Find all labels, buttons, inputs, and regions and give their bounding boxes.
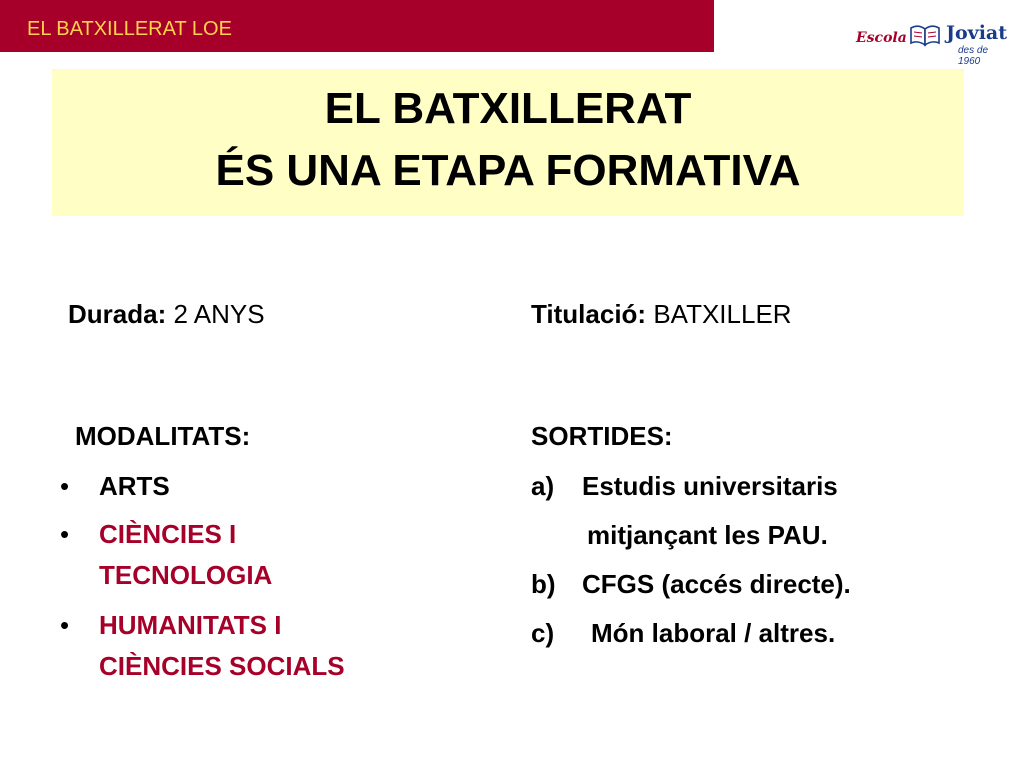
title-line-1: EL BATXILLERAT <box>324 84 692 133</box>
header-bar <box>0 0 714 52</box>
titulacio-row <box>531 301 792 327</box>
sortida-text-cont: mitjançant les PAU. <box>587 520 828 550</box>
titulacio-label: Titulació: <box>531 299 647 329</box>
logo-since-text: des de 1960 <box>958 45 989 67</box>
modalitat-item: ARTS <box>99 471 170 501</box>
sortida-marker: b) <box>531 569 556 599</box>
school-logo <box>856 18 1008 67</box>
sortida-marker: c) <box>531 618 555 648</box>
bullet-icon: • <box>60 471 70 501</box>
titulacio-value: BATXILLER <box>653 299 792 329</box>
modalitat-item: HUMANITATS I <box>99 610 282 640</box>
sortida-text: CFGS (accés directe). <box>582 569 851 599</box>
durada-label: Durada: <box>68 299 167 329</box>
sortida-text: Món laboral / altres. <box>591 618 836 648</box>
modalitat-item-cont: TECNOLOGIA <box>99 560 273 590</box>
title-line-2: ÉS UNA ETAPA FORMATIVA <box>215 146 801 195</box>
sortida-marker: a) <box>531 471 555 501</box>
sortida-text: Estudis universitaris <box>582 471 838 501</box>
modalitat-item-cont: CIÈNCIES SOCIALS <box>99 651 345 681</box>
modalitats-heading: MODALITATS: <box>75 421 251 451</box>
sortides-heading: SORTIDES: <box>531 421 673 451</box>
logo-name-text: Joviat <box>946 22 1008 44</box>
durada-value: 2 ANYS <box>173 299 265 329</box>
durada-row <box>68 301 265 327</box>
bullet-icon: • <box>60 519 70 549</box>
open-book-icon <box>908 22 942 48</box>
bullet-icon: • <box>60 610 70 640</box>
modalitat-item: CIÈNCIES I <box>99 519 237 549</box>
header-label: EL BATXILLERAT LOE <box>27 18 232 40</box>
logo-escola-text: Escola <box>856 30 907 46</box>
title-box <box>52 69 964 216</box>
